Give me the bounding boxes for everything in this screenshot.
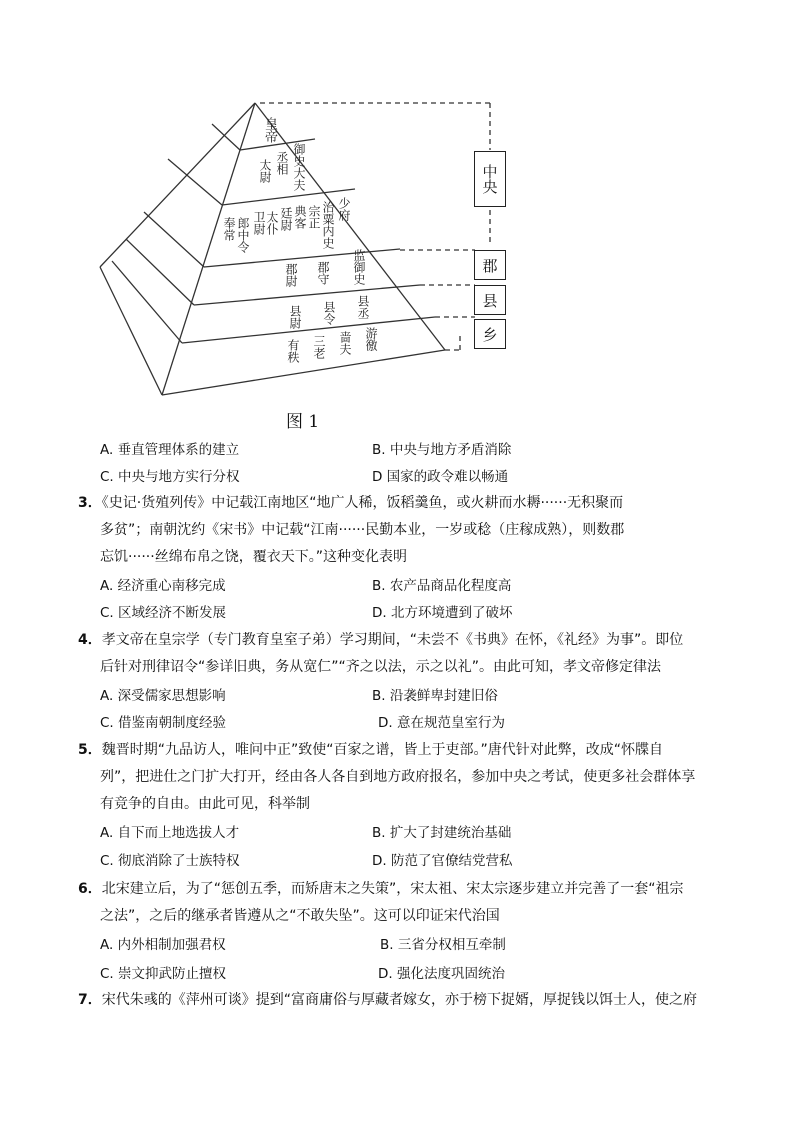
layer-chengxiang: 丞相: [275, 151, 289, 175]
q5-option-d[interactable]: D. 防范了官僚结党营私: [372, 853, 513, 869]
layer-dianke: 典客: [293, 205, 307, 229]
question-number: 4．: [78, 632, 102, 648]
question-number: 6．: [78, 881, 102, 897]
q2-option-c[interactable]: C. 中央与地方实行分权: [100, 469, 240, 485]
question-text-line: 之法”，之后的继承者皆遵从之“不敢失坠”。这可以印证宋代治国: [100, 908, 500, 924]
figure-caption: 图 1: [286, 412, 320, 432]
layer-taipu: 太仆: [265, 211, 279, 235]
layer-zhisuneishi: 治粟内史: [321, 201, 335, 249]
layer-tingwei: 廷尉: [279, 207, 293, 231]
label-jun: 郡: [474, 250, 506, 280]
layer-junshou: 郡守: [316, 261, 330, 285]
q6-option-d[interactable]: D. 强化法度巩固统治: [378, 966, 505, 982]
layer-weiwei: 卫尉: [252, 211, 266, 235]
q3-option-c[interactable]: C. 区域经济不断发展: [100, 605, 227, 621]
q4-option-b[interactable]: B. 沿袭鲜卑封建旧俗: [372, 688, 498, 704]
q3-option-b[interactable]: B. 农产品商品化程度高: [372, 578, 512, 594]
layer-junwei: 郡尉: [284, 263, 298, 287]
question-number: 7．: [78, 992, 102, 1008]
question-6: [78, 876, 718, 930]
question-text-line: 多贫”；南朝沈约《宋书》中记载“江南······民勤本业，一岁或稔（庄稼成熟），则数郡: [100, 522, 625, 538]
question-number: 3．: [78, 495, 102, 511]
question-text-line: 列”，把进仕之门扩大打开，经由各人各自到地方政府报名，参加中央之考试，使更多社会群体享: [100, 769, 696, 785]
layer-langzhongling: 郎中令: [236, 217, 250, 253]
question-3: [78, 490, 718, 571]
question-text-line: 魏晋时期“九品访人，唯问中正”致使“百家之谱，皆上于吏部。”唐代针对此弊，改成“怀牒自: [101, 742, 664, 758]
q2-option-a[interactable]: A. 垂直管理体系的建立: [100, 442, 240, 458]
q3-option-d[interactable]: D. 北方环境遭到了破坏: [372, 605, 513, 621]
layer-youjiao: 游徼: [364, 327, 378, 351]
label-xian: 县: [474, 285, 506, 315]
q5-option-a[interactable]: A. 自下而上地选拔人才: [100, 825, 240, 841]
q4-option-c[interactable]: C. 借鉴南朝制度经验: [100, 715, 227, 731]
question-text-line: 后针对刑律诏令“参详旧典，务从宽仁”“齐之以法，示之以礼”。由此可知，孝文帝修定律法: [100, 659, 662, 675]
layer-xiancheng: 县丞: [356, 295, 370, 319]
layer-youzhi: 有秩: [286, 339, 300, 363]
layer-sefu: 啬夫: [338, 331, 352, 355]
label-xiang: 乡: [474, 319, 506, 349]
q4-option-d[interactable]: D. 意在规范皇室行为: [378, 715, 505, 731]
layer-emperor: 皇帝: [262, 117, 277, 143]
label-central: 中央: [474, 151, 506, 207]
question-text-line: 孝文帝在皇宗学（专门教育皇室子弟）学习期间，“未尝不《书典》在怀，《礼经》为事”。即位: [101, 632, 684, 648]
layer-fengchang: 奉常: [222, 217, 236, 241]
layer-xianling: 县令: [322, 301, 336, 325]
question-number: 5．: [78, 742, 102, 758]
question-7: [78, 987, 718, 1014]
layer-jianyushi: 监御史: [352, 249, 366, 285]
layer-yushidafu: 御史大夫: [292, 143, 306, 191]
q6-option-a[interactable]: A. 内外相制加强君权: [100, 937, 226, 953]
pyramid-figure: [90, 95, 510, 435]
layer-shaofu: 少府: [337, 197, 351, 221]
layer-zongzheng: 宗正: [307, 205, 321, 229]
layer-taiwei: 太尉: [258, 159, 272, 183]
question-text-line: 忘饥······丝绵布帛之饶，覆衣天下。”这种变化表明: [100, 549, 407, 565]
q6-option-c[interactable]: C. 崇文抑武防止擅权: [100, 966, 227, 982]
q2-option-b[interactable]: B. 中央与地方矛盾消除: [372, 442, 512, 458]
q5-option-b[interactable]: B. 扩大了封建统治基础: [372, 825, 512, 841]
question-text-line: 《史记·货殖列传》中记载江南地区“地广人稀，饭稻羹鱼，或火耕而水耨······无积聚而: [101, 495, 624, 511]
q6-option-b[interactable]: B. 三省分权相互牵制: [380, 937, 506, 953]
question-text-line: 北宋建立后，为了“惩创五季，而矫唐末之失策”，宋太祖、宋太宗逐步建立并完善了一套“祖宗: [101, 881, 684, 897]
question-4: [78, 627, 718, 681]
q4-option-a[interactable]: A. 深受儒家思想影响: [100, 688, 226, 704]
question-text-line: 有竞争的自由。由此可见，科举制: [100, 796, 310, 812]
q5-option-c[interactable]: C. 彻底消除了士族特权: [100, 853, 240, 869]
layer-xianwei: 县尉: [288, 305, 302, 329]
question-5: [78, 737, 718, 818]
layer-sanlao: 三老: [312, 335, 326, 359]
q2-option-d[interactable]: D 国家的政令难以畅通: [372, 469, 509, 485]
question-text-line: 宋代朱彧的《萍州可谈》提到“富商庸俗与厚藏者嫁女，亦于榜下捉婿，厚捉钱以饵士人，使之府: [101, 992, 698, 1008]
q3-option-a[interactable]: A. 经济重心南移完成: [100, 578, 226, 594]
